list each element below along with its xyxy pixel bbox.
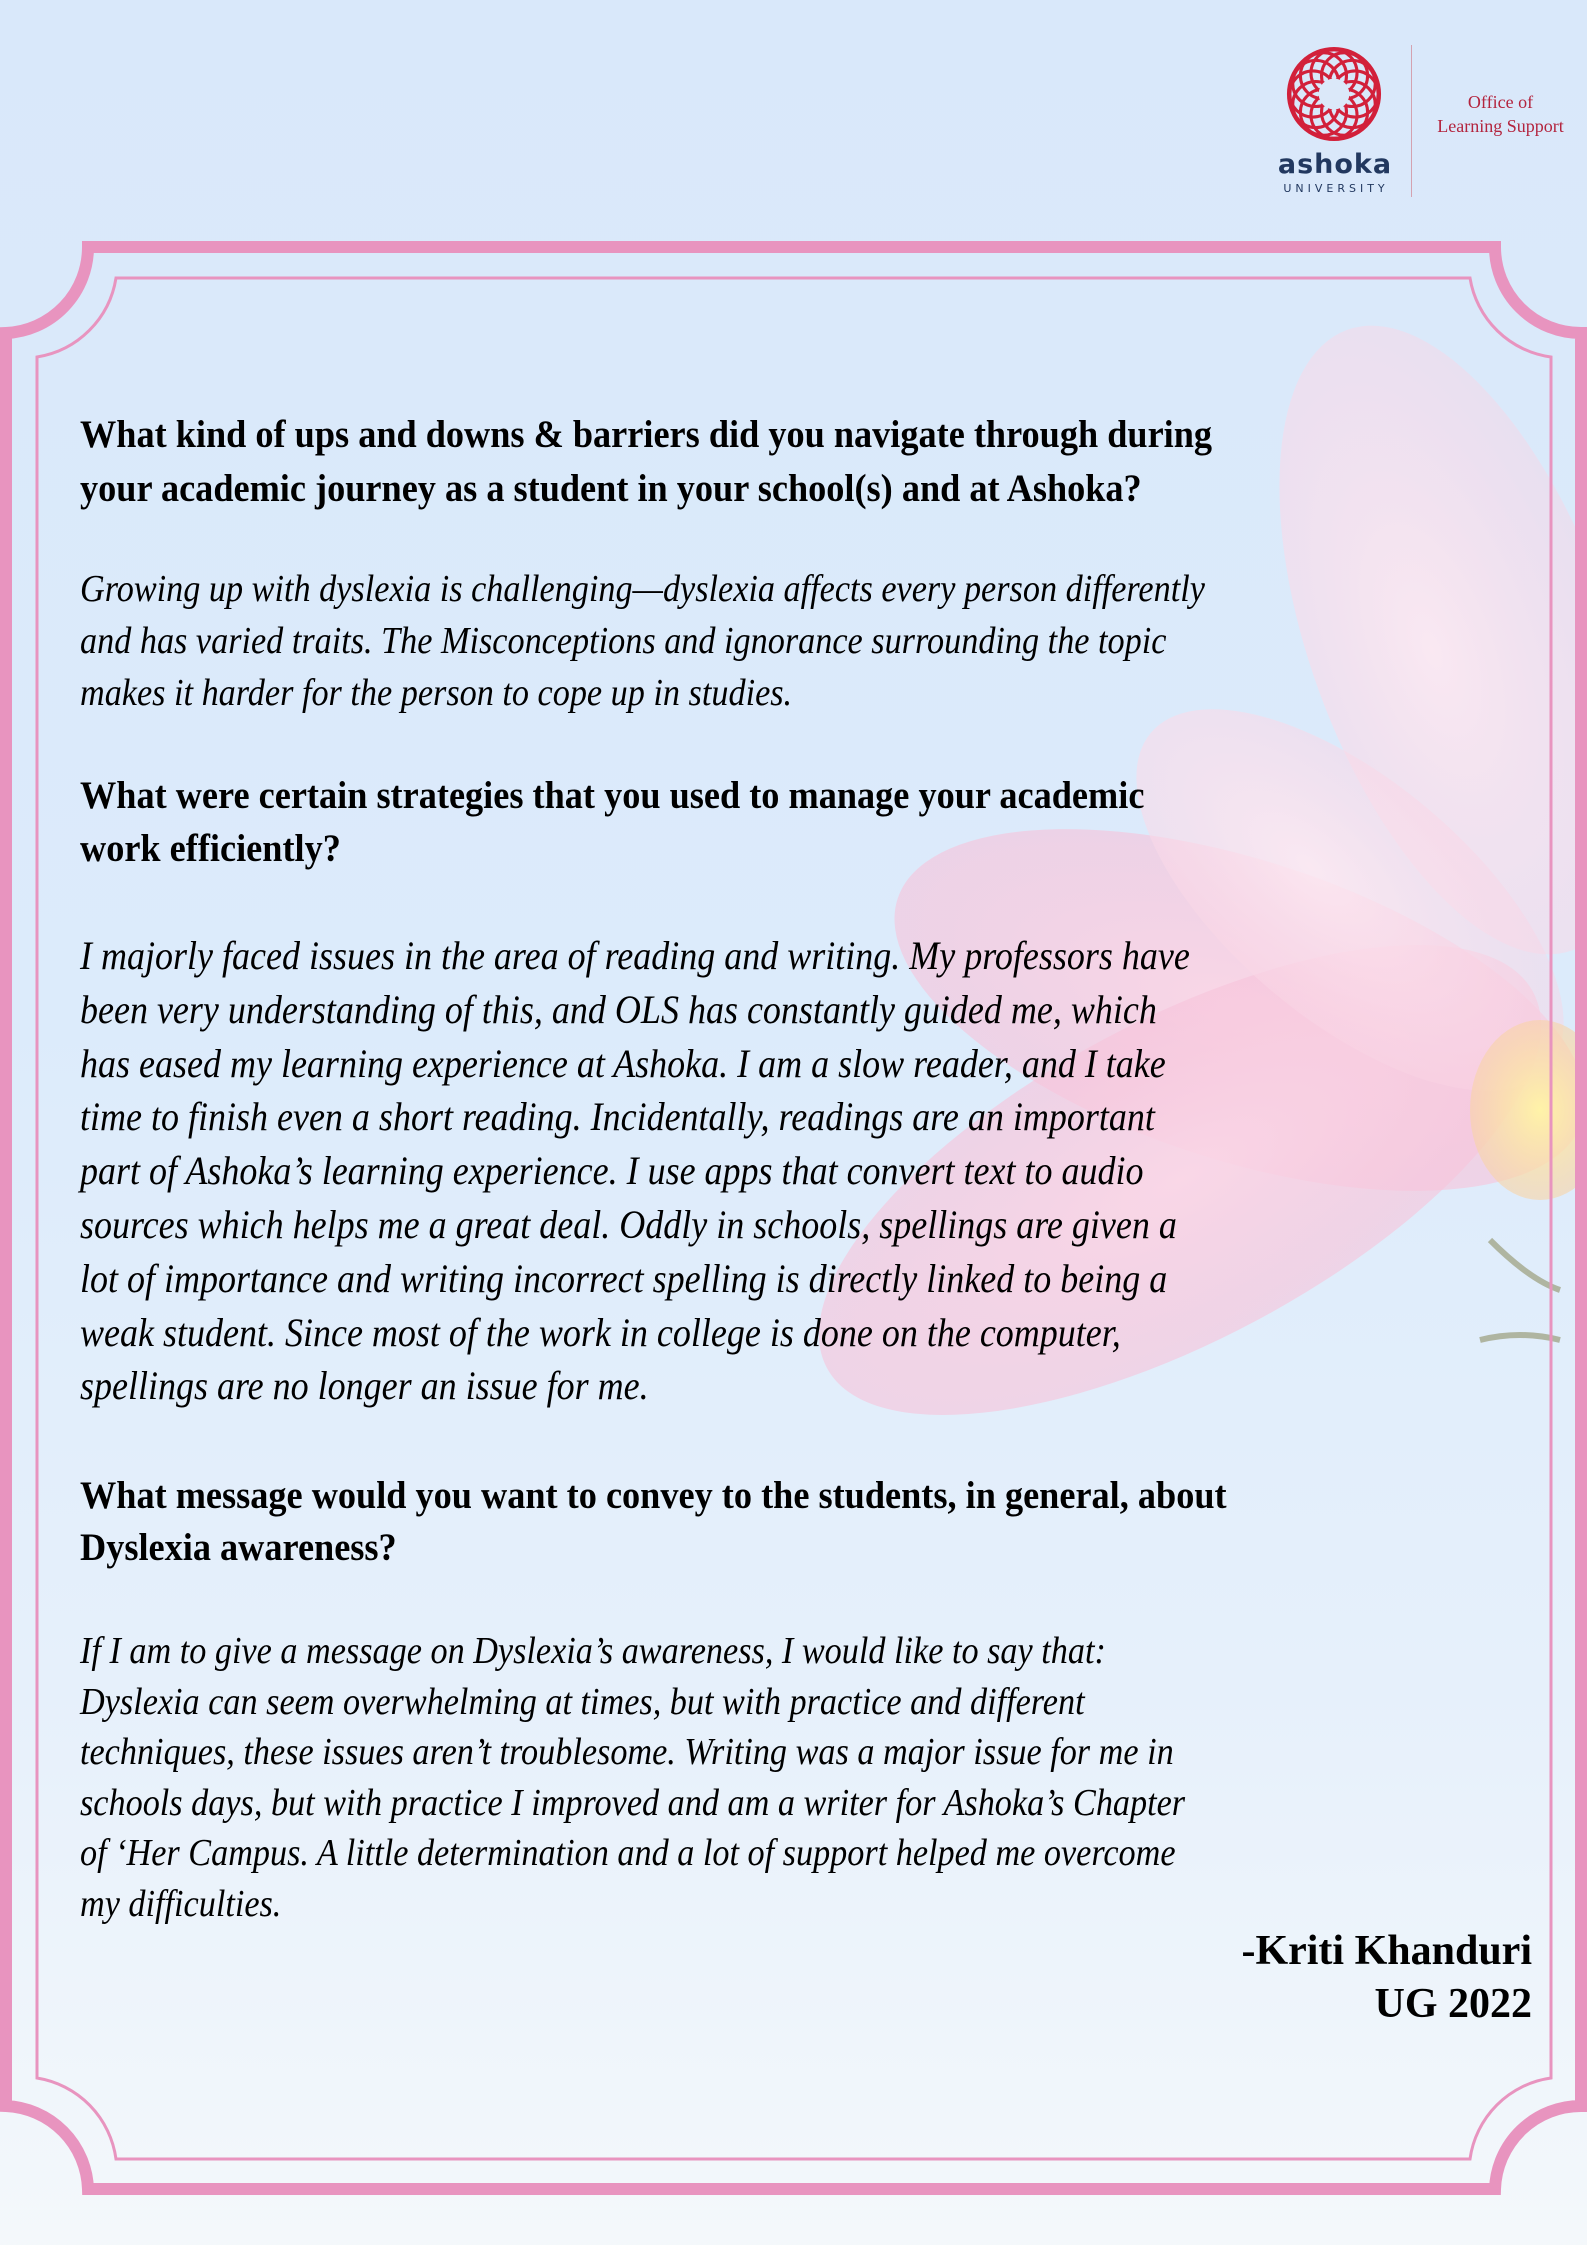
- answer-line: part of Ashoka’s learning experience. I use apps that convert text to audio: [80, 1148, 1144, 1194]
- answer-3: [80, 1626, 1308, 1929]
- question-1: [80, 408, 1297, 516]
- answer-line: has eased my learning experience at Ashoka. I am a slow reader, and I take: [80, 1040, 1166, 1086]
- question-line: What message would you want to convey to the students, in general, about: [80, 1474, 1227, 1517]
- question-line: Dyslexia awareness?: [80, 1526, 397, 1569]
- office-line: Office of: [1467, 92, 1534, 112]
- logo-wordmark: ashoka: [1277, 149, 1393, 180]
- answer-line: and has varied traits. The Misconceptions and ignorance surrounding the topic: [80, 620, 1167, 662]
- signature: [1241, 1925, 1532, 2031]
- answer-line: schools days, but with practice I improved and am a writer for Ashoka’s Chapter: [80, 1781, 1186, 1824]
- signature-name: -Kriti Khanduri: [1241, 1928, 1532, 1974]
- answer-line: my difficulties.: [80, 1882, 282, 1925]
- answer-line: been very understanding of this, and OLS has constantly guided me, which: [80, 986, 1157, 1032]
- question-2: [80, 769, 1225, 875]
- answer-1: [80, 563, 1330, 719]
- answer-line: time to finish even a short reading. Incidentally, readings are an important: [80, 1094, 1155, 1140]
- answer-line: of ‘Her Campus. A little determination and a lot of support helped me overcome: [80, 1832, 1176, 1874]
- answer-line: weak student. Since most of the work in college is done on the computer,: [80, 1309, 1121, 1355]
- answer-line: If I am to give a message on Dyslexia’s awareness, I would like to say that:: [80, 1630, 1106, 1672]
- signature-batch: UG 2022: [1374, 1981, 1532, 2027]
- answer-line: techniques, these issues aren’t troublesome. Writing was a major issue for me in: [80, 1731, 1174, 1773]
- answer-line: sources which helps me a great deal. Oddly in schools, spellings are given a: [80, 1201, 1177, 1247]
- office-name: [1418, 90, 1583, 138]
- question-3: [80, 1470, 1313, 1574]
- answer-line: lot of importance and writing incorrect spelling is directly linked to being a: [80, 1255, 1168, 1301]
- answer-line: spellings are no longer an issue for me.: [80, 1363, 649, 1409]
- answer-line: makes it harder for the person to cope up in studies.: [80, 672, 793, 714]
- answer-line: I majorly faced issues in the area of reading and writing. My professors have: [80, 933, 1190, 978]
- logo-divider: [1411, 45, 1412, 197]
- question-line: What kind of ups and downs & barriers did you navigate through during: [80, 413, 1213, 456]
- question-line: your academic journey as a student in your school(s) and at Ashoka?: [80, 467, 1142, 510]
- answer-line: Growing up with dyslexia is challenging—dyslexia affects every person differently: [80, 568, 1205, 610]
- answer-line: Dyslexia can seem overwhelming at times, but with practice and different: [80, 1680, 1085, 1723]
- office-line: Learning Support: [1437, 116, 1564, 136]
- question-line: work efficiently?: [80, 827, 341, 870]
- rosette-logo-icon: [1286, 46, 1382, 142]
- answer-2: [80, 929, 1313, 1413]
- question-line: What were certain strategies that you used to manage your academic: [80, 774, 1145, 817]
- logo-subtitle: UNIVERSITY: [1283, 182, 1389, 195]
